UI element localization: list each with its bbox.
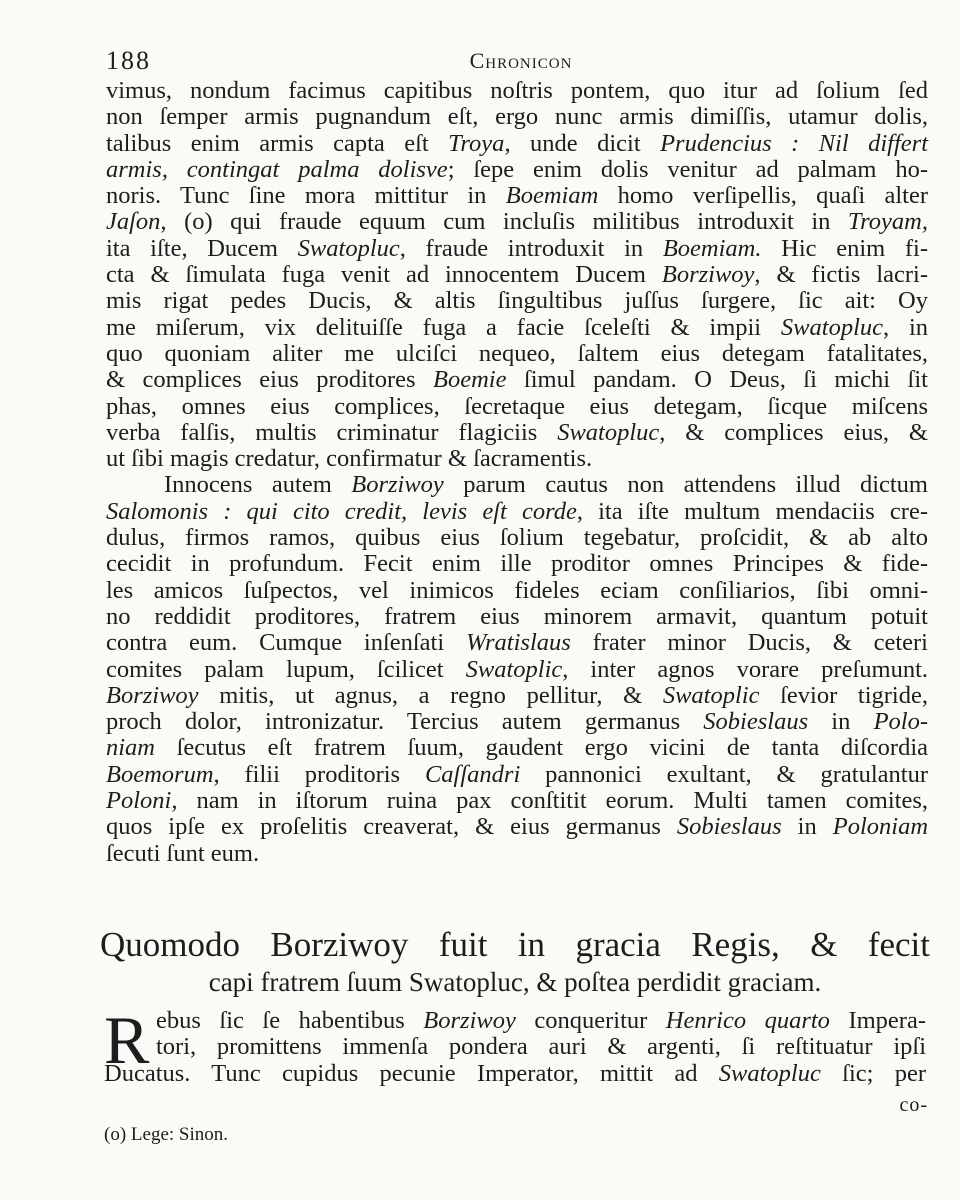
drop-cap: R [104,1002,150,1078]
body-text [106,78,928,867]
catchword: co- [899,1094,928,1116]
text-line: ut ſibi magis credatur, confirmatur & ſacramentis. [106,445,593,473]
text-line: Salomonis : qui cito credit, levis eſt corde, ita iſte multum mendaciis cre- [106,497,929,525]
text-line: verba falſis, multis criminatur flagiciis Swatopluc, & complices eius, & [106,418,928,446]
text-line: me miſerum, vix delituiſſe fuga a facie ſceleſti & impii Swatopluc, in [106,313,928,341]
text-line: contra eum. Cumque inſenſati Wratislaus frater minor Ducis, & ceteri [106,629,928,657]
text-line: quos ipſe ex proſelitis creaverat, & eius germanus Sobieslaus in Poloniam [106,813,929,841]
text-line: Borziwoy mitis, ut agnus, a regno pellitur, & Swatoplic ſevior tigride, [106,681,928,709]
text-line: Poloni, nam in iſtorum ruina pax conſtitit eorum. Multi tamen comites, [106,787,928,815]
text-line: cecidit in profundum. Fecit enim ille proditor omnes Principes & fide- [106,550,928,578]
page-number: 188 [106,46,151,75]
text-line: Boemorum, filii proditoris Caſſandri pannonici exultant, & gratulantur [106,760,928,788]
chapter-text-line: Ducatus. Tunc cupidus pecunie Imperator, mittit ad Swatopluc ſic; per [104,1059,926,1087]
text-line: niam ſecutus eſt fratrem ſuum, gaudent ergo vicini de tanta diſcordia [106,734,928,762]
chapter-heading [100,925,930,999]
chapter-text [104,1002,926,1087]
running-title: Chronicon [469,48,573,73]
running-head [106,40,936,80]
text-line: quo quoniam aliter me ulciſci nequeo, ſaltem eius detegam fatalitates, [106,339,928,367]
text-line: comites palam lupum, ſcilicet Swatoplic, inter agnos vorare preſumunt. [106,655,928,683]
text-line: no reddidit proditores, fratrem eius minorem armavit, quantum potuit [106,602,928,630]
text-line: dulus, firmos ramos, quibus eius ſolium tegebatur, proſcidit, & ab alto [106,524,928,552]
text-line: ita iſte, Ducem Swatopluc, fraude introduxit in Boemiam. Hic enim fi- [106,234,928,262]
text-line: les amicos ſuſpectos, vel inimicos fideles eciam conſiliarios, ſibi omni- [106,576,928,604]
chapter-text-line: tori, promittens immenſa pondera auri & argenti, ſi reſtituatur ipſi [156,1033,926,1061]
text-line: vimus, nondum facimus capitibus noſtris pontem, quo itur ad ſolium ſed [106,77,928,104]
text-line: & complices eius proditores Boemie ſimul pandam. O Deus, ſi michi ſit [106,366,928,394]
text-line: cta & ſimulata fuga venit ad innocentem Ducem Borziwoy, & fictis lacri- [106,261,928,289]
text-line: ſecuti ſunt eum. [106,839,260,867]
text-line: armis, contingat palma dolisve; ſepe enim dolis venitur ad palmam ho- [106,155,928,183]
text-line: proch dolor, intronizatur. Tercius autem germanus Sobieslaus in Polo- [106,708,928,736]
chapter-heading-line-2: capi fratrem ſuum Swatopluc, & poſtea perdidit graciam. [208,967,822,997]
text-line: talibus enim armis capta eſt Troya, unde dicit Prudencius : Nil differt [106,129,929,157]
text-line: non ſemper armis pugnandum eſt, ergo nunc armis dimiſſis, utamur dolis, [106,103,928,131]
chapter-heading-line-1: Quomodo Borziwoy fuit in gracia Regis, & fecit [100,925,930,964]
text-line: noris. Tunc ſine mora mittitur in Boemiam homo verſipellis, quaſi alter [106,182,929,210]
footnote: (o) Lege: Sinon. [104,1124,229,1145]
text-line: Innocens autem Borziwoy parum cautus non attendens illud dictum [164,471,928,499]
chapter-text-line: ebus ſic ſe habentibus Borziwoy conqueritur Henrico quarto Impera- [156,1007,926,1034]
text-line: phas, omnes eius complices, ſecretaque eius detegam, ſicque miſcens [106,392,928,420]
text-line: mis rigat pedes Ducis, & altis ſingultibus juſſus ſurgere, ſic ait: Oy [106,287,928,315]
text-line: Jaſon, (o) qui fraude equum cum incluſis militibus introduxit in Troyam, [106,208,928,236]
